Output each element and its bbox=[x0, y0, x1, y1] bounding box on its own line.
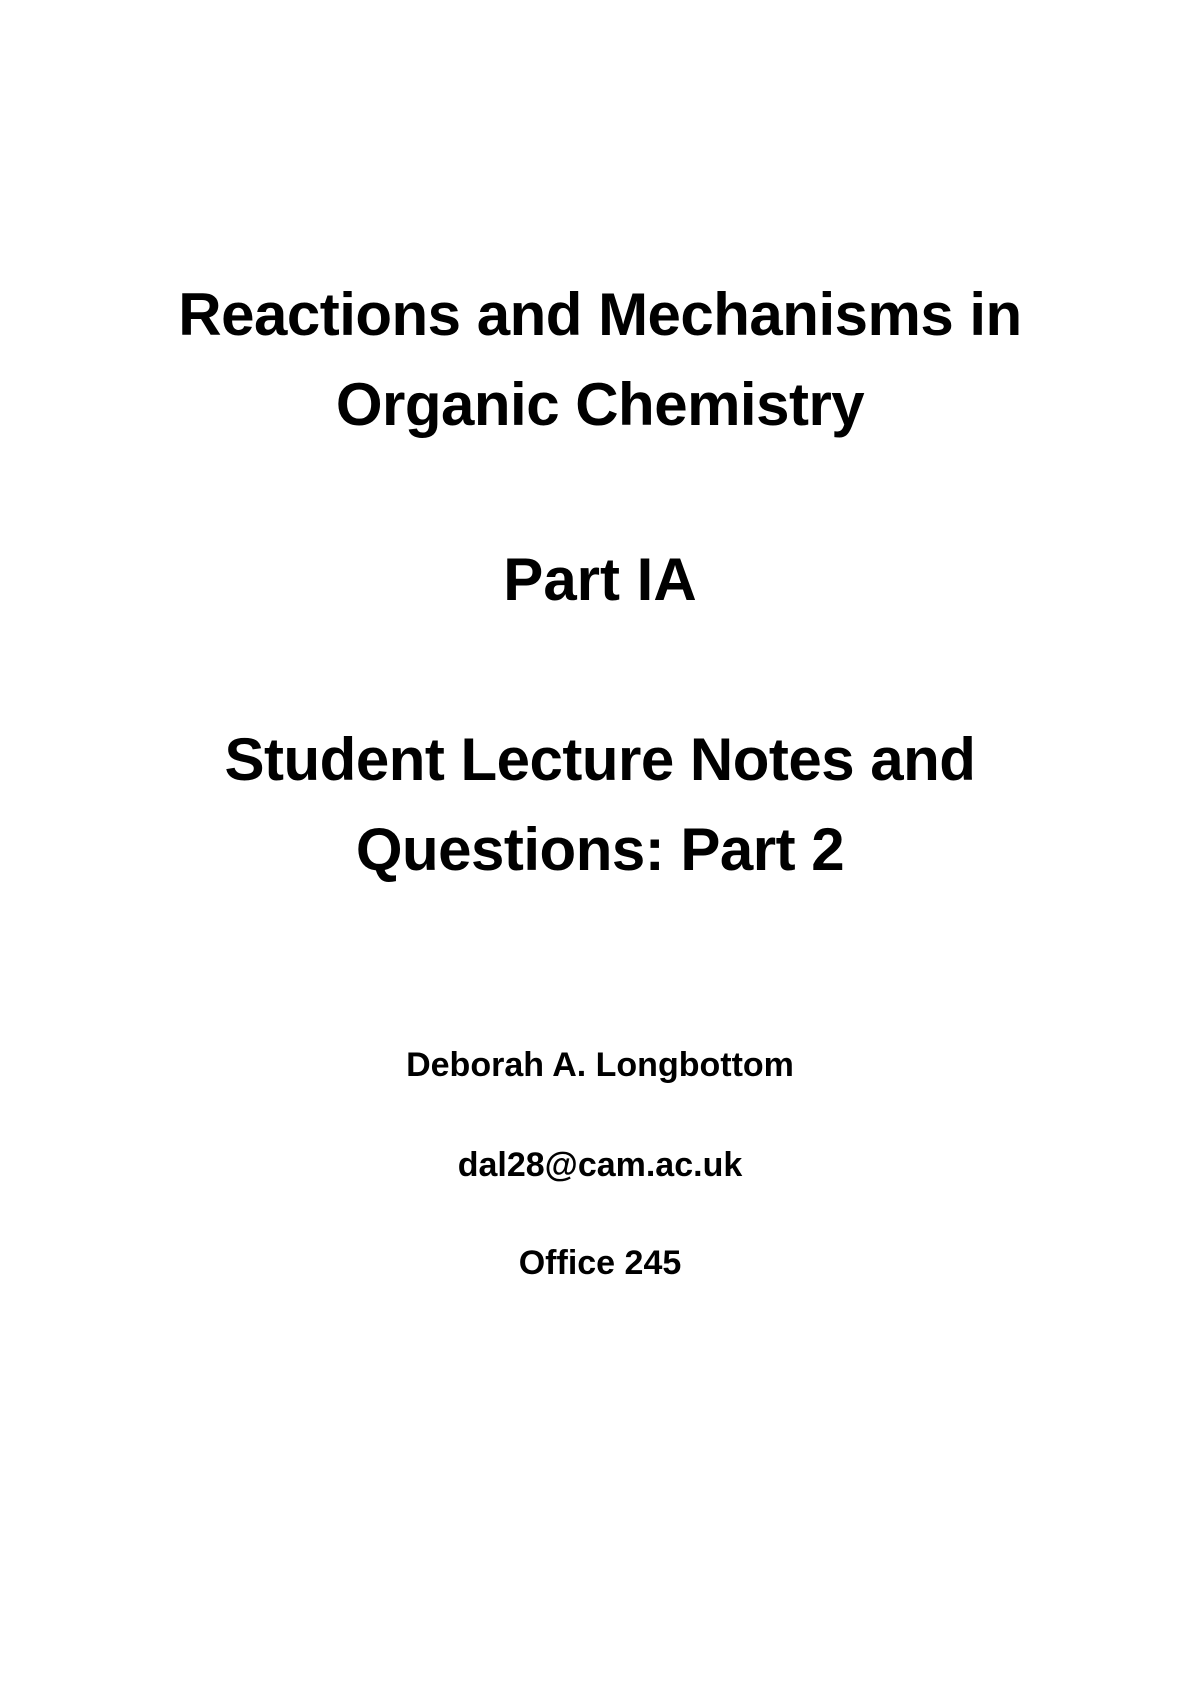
subtitle-line-1: Student Lecture Notes and bbox=[224, 726, 976, 793]
author-email: dal28@cam.ac.uk bbox=[457, 1146, 743, 1184]
author-office: Office 245 bbox=[518, 1244, 682, 1282]
author-name: Deborah A. Longbottom bbox=[406, 1046, 794, 1084]
title-line-2: Organic Chemistry bbox=[335, 371, 865, 438]
part-label: Part IA bbox=[503, 546, 697, 613]
title-line-1: Reactions and Mechanisms in bbox=[178, 281, 1022, 348]
document-title bbox=[0, 270, 1200, 450]
notes-subtitle bbox=[0, 715, 1200, 895]
subtitle-line-2: Questions: Part 2 bbox=[355, 816, 845, 883]
